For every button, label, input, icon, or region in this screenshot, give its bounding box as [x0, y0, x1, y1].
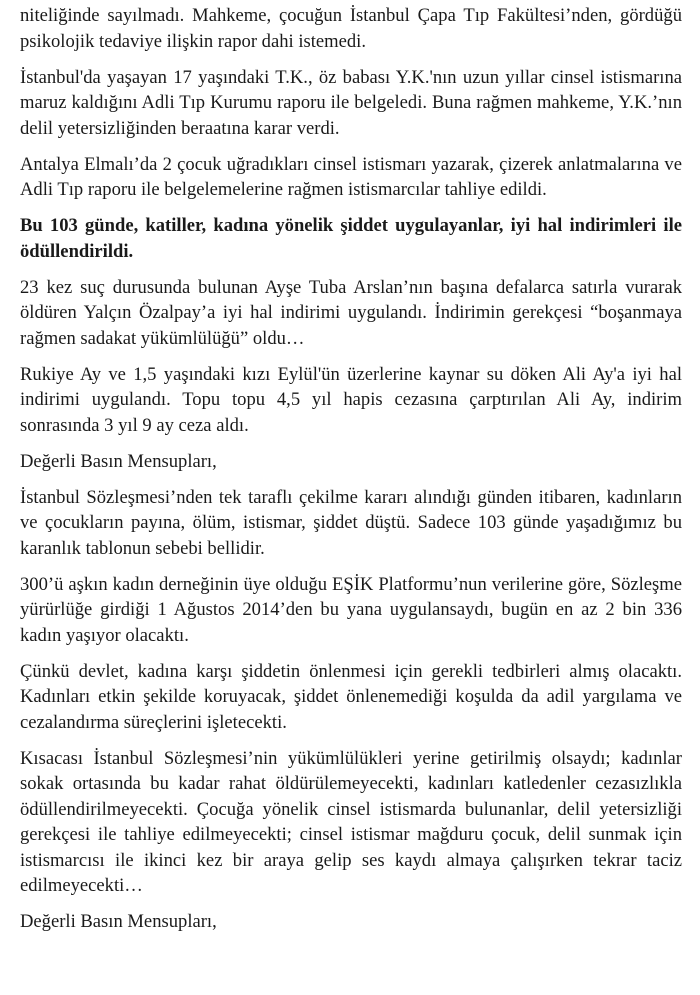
paragraph-psychological-report: niteliğinde sayılmadı. Mahkeme, çocuğun İstanbul Çapa Tıp Fakültesi’nden, gördüğü psikolojik tedaviye ilişkin rapor dahi istemedi. [20, 5, 682, 52]
paragraph-convention-withdrawal: İstanbul Sözleşmesi’nden tek taraflı çekilme kararı alındığı günden itibaren, kadınların ve çocukların payına, ölüm, istismar, şiddet düştü. Sadece 103 günde yaşadığımız bu karanlık tablonun sebebi bellidir. [20, 486, 682, 559]
paragraph-salutation: Değerli Basın Mensupları, [20, 450, 217, 472]
paragraph-state-measures: Çünkü devlet, kadına karşı şiddetin önlenmesi için gerekli tedbirleri almış olacaktı. Kadınları etkin şekilde koruyacak, şiddet önlenemediği koşulda da adil yargılama ve cezalandırma süreçlerini işletecekti. [20, 660, 682, 733]
paragraph-esik-platform: 300’ü aşkın kadın derneğinin üye olduğu EŞİK Platformu’nun verilerine göre, Sözleşme yürürlüğe girdiği 1 Ağustos 2014’den bu yana uygulansaydı, bugün en az 2 bin 336 kadın yaşıyor olacaktı. [20, 573, 682, 646]
paragraph-istanbul-case: İstanbul'da yaşayan 17 yaşındaki T.K., öz babası Y.K.'nın uzun yıllar cinsel istismarına maruz kaldığını Adli Tıp Kurumu raporu ile belgeledi. Buna rağmen mahkeme, Y.K.’nın delil yetersizliğinden beraatına karar verdi. [20, 66, 682, 139]
paragraph-antalya-case: Antalya Elmalı’da 2 çocuk uğradıkları cinsel istismarı yazarak, çizerek anlatmalarına ve Adli Tıp raporu ile belgelemelerine rağmen istismarcılar tahliye edildi. [20, 153, 682, 200]
paragraph-ay-case: Rukiye Ay ve 1,5 yaşındaki kızı Eylül'ün üzerlerine kaynar su döken Ali Ay'a iyi hal indirimi uygulandı. Topu topu 4,5 yıl hapis cezasına çarptırılan Ali Ay, indirim sonrasında 3 yıl 9 ay ceza aldı. [20, 363, 682, 436]
paragraph-summary: Kısacası İstanbul Sözleşmesi’nin yükümlülükleri yerine getirilmiş olsaydı; kadınlar sokak ortasında bu kadar rahat öldürülemeyecekti, kadınları katledenler cezasızlıkla ödüllendirilmeyecekti. Çocuğa yönelik cinsel istismarda bulunanlar, delil yetersizliği gerekçesi ile tahliye edilmeyecekti; cinsel istismar mağduru çocuk, delil sunmak için istismarcısı ile ikinci kez bir araya gelip ses kaydı almaya çalışırken tekrar taciz edilmeyecekti… [20, 747, 682, 896]
paragraph-bold-statement: Bu 103 günde, katiller, kadına yönelik şiddet uygulayanlar, iyi hal indirimleri ile ödüllendirildi. [20, 215, 682, 262]
paragraph-salutation-closing: Değerli Basın Mensupları, [20, 911, 217, 932]
paragraph-arslan-case: 23 kez suç durusunda bulunan Ayşe Tuba Arslan’nın başına defalarca satırla vurarak öldüren Yalçın Özalpay’a iyi hal indirimi uygulandı. İndirimin gerekçesi “boşanmaya rağmen sadakat yükümlülüğü” oldu… [20, 276, 682, 349]
